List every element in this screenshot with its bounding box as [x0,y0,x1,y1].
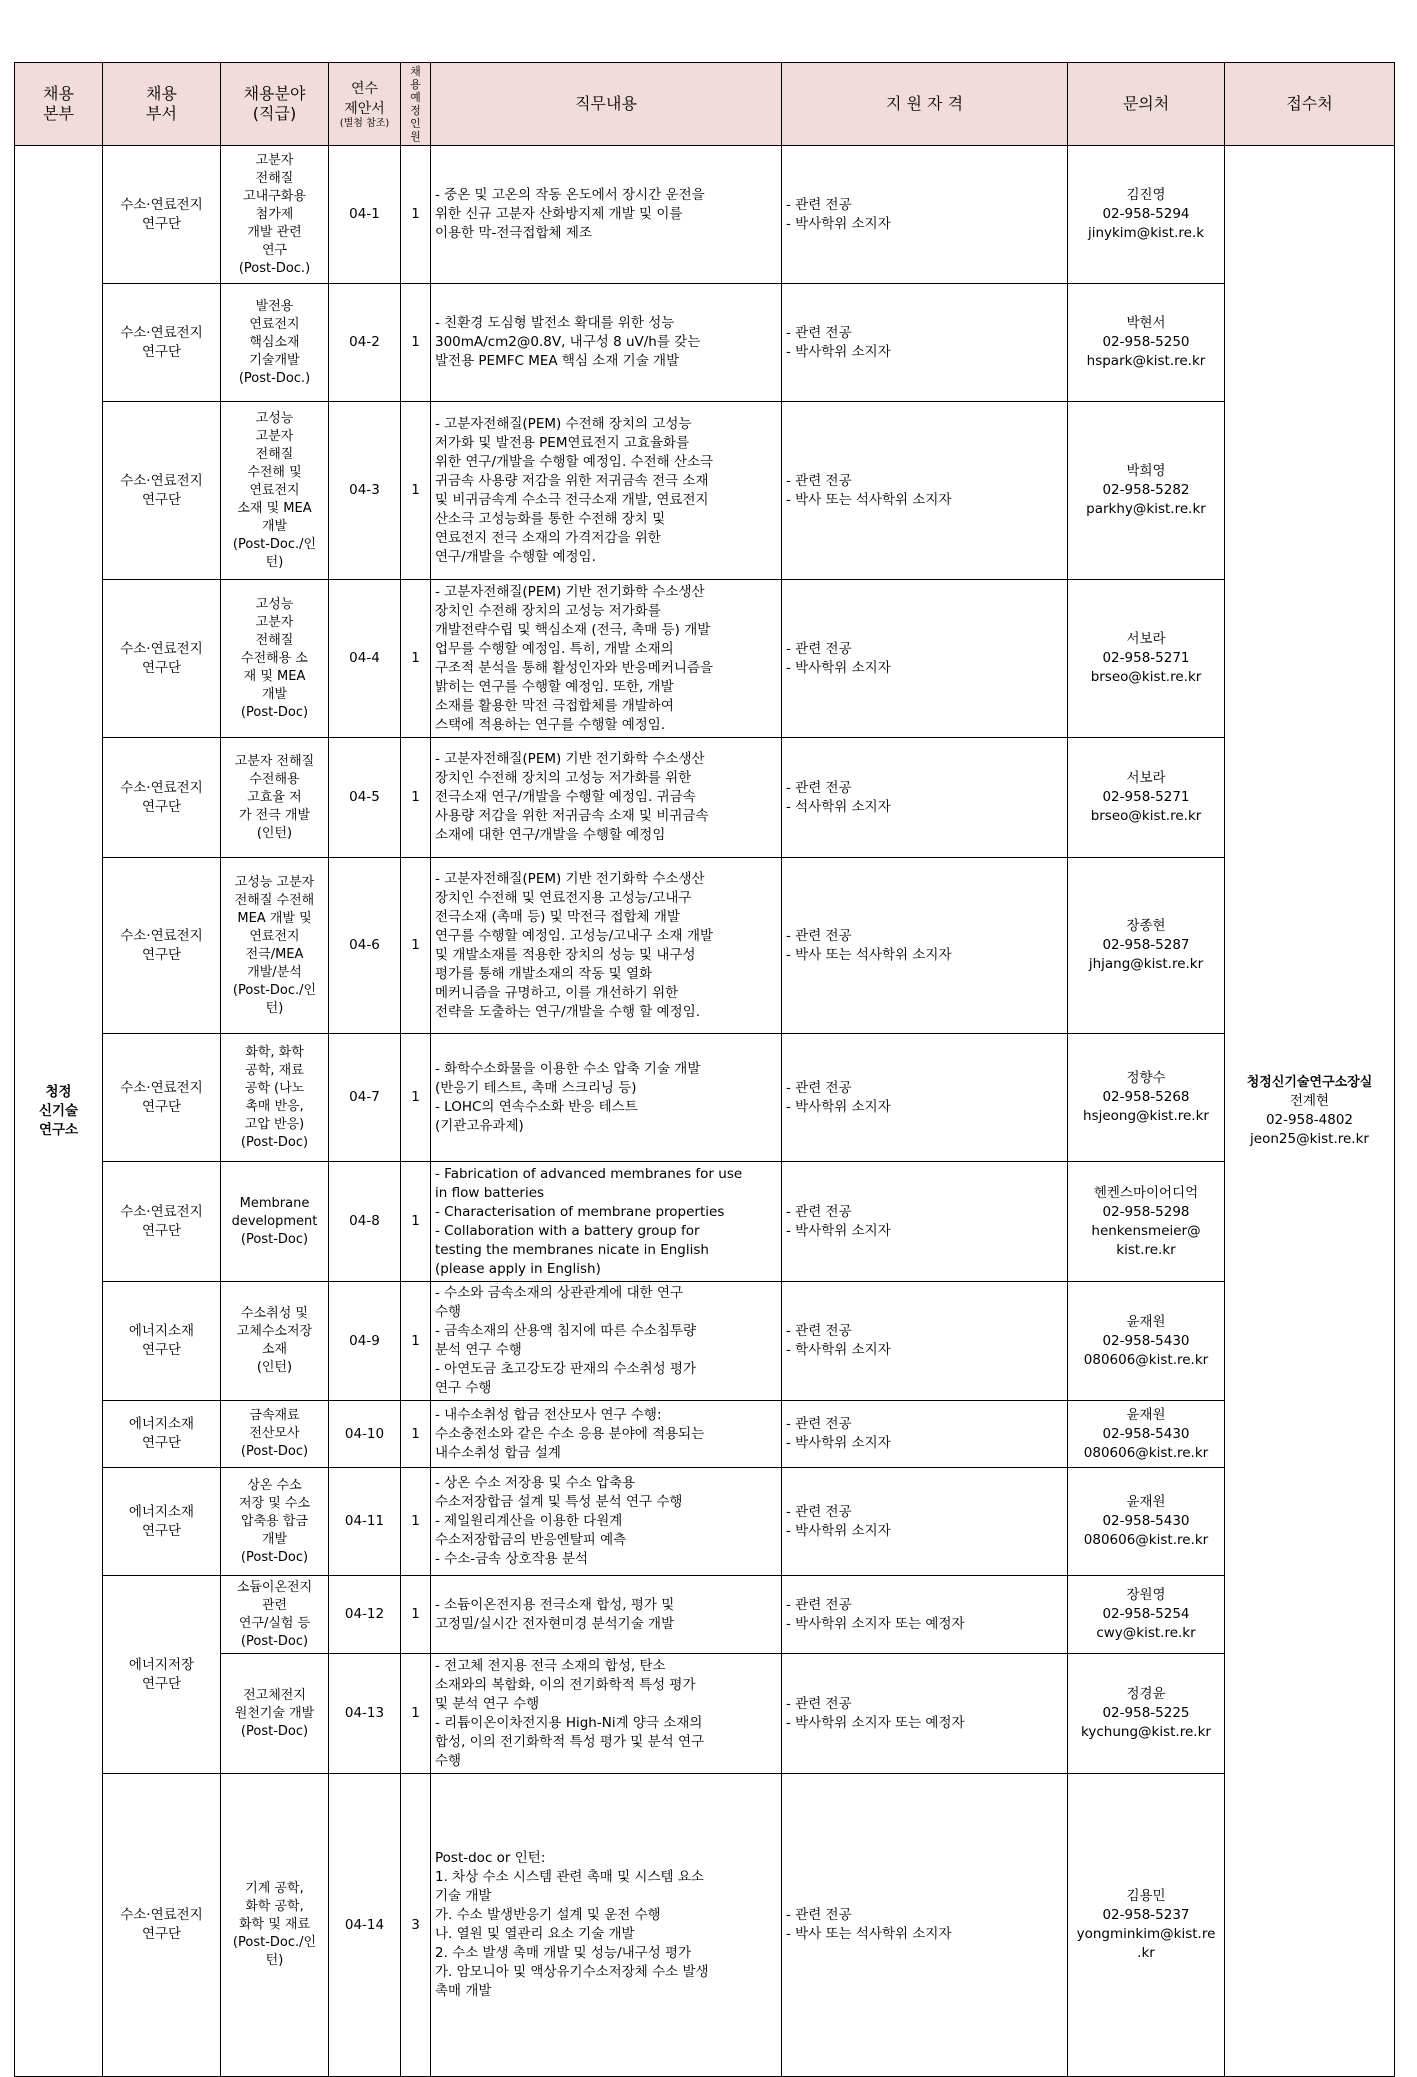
qual-cell: - 관련 전공 - 학사학위 소지자 [782,1282,1068,1401]
contact-cell: 김용민 02-958-5237 yongminkim@kist.re .kr [1068,1774,1225,2077]
qual-cell: - 관련 전공 - 석사학위 소지자 [782,738,1068,858]
dept-cell: 에너지소재 연구단 [103,1282,221,1401]
dept-cell: 수소·연료전지 연구단 [103,738,221,858]
dept-cell: 수소·연료전지 연구단 [103,284,221,402]
duty-cell: - 중온 및 고온의 작동 온도에서 장시간 운전을 위한 신규 고분자 산화방지제 개발 및 이를 이용한 막-전극접합체 제조 [431,146,782,284]
field-cell: 수소취성 및 고체수소저장 소재 (인턴) [221,1282,329,1401]
contact-cell: 김진영 02-958-5294 jinykim@kist.re.k [1068,146,1225,284]
table-row [15,1774,1395,2077]
contact-cell: 장원영 02-958-5254 cwy@kist.re.kr [1068,1576,1225,1654]
code-cell: 04-2 [329,284,401,402]
header-code: 연수 제안서 (별첨 참조) [329,63,401,146]
table-row [15,146,1395,284]
qual-cell: - 관련 전공 - 박사학위 소지자 [782,580,1068,738]
count-cell: 1 [401,1162,431,1282]
count-cell: 1 [401,402,431,580]
duty-cell: - 고분자전해질(PEM) 기반 전기화학 수소생산 장치인 수전해 장치의 고성능 저가화를 위한 전극소재 연구/개발을 수행할 예정임. 귀금속 사용량 저감을 위한 저귀금속 소재 및 비귀금속 소재에 대한 연구/개발을 수행할 예정임 [431,738,782,858]
duty-cell: Post-doc or 인턴: 1. 차상 수소 시스템 관련 촉매 및 시스템 요소 기술 개발 가. 수소 발생반응기 설계 및 운전 수행 나. 열원 및 열관리 요소 기술 개발 2. 수소 발생 촉매 개발 및 성능/내구성 평가 가. 암모니아 및 액상유기수소저장체 수소 발생 촉매 개발 [431,1774,782,2077]
qual-cell: - 관련 전공 - 박사학위 소지자 [782,1034,1068,1162]
header-hq: 채용 본부 [15,63,103,146]
count-cell: 1 [401,1401,431,1468]
code-cell: 04-8 [329,1162,401,1282]
receipt-office: 청정신기술연구소장실 [1246,1075,1373,1090]
header-count: 채용 예정 인원 [401,63,431,146]
qual-cell: - 관련 전공 - 박사 또는 석사학위 소지자 [782,402,1068,580]
dept-cell: 에너지소재 연구단 [103,1468,221,1576]
code-cell: 04-5 [329,738,401,858]
field-cell: 고분자 전해질 고내구화용 첨가제 개발 관련 연구 (Post-Doc.) [221,146,329,284]
receipt-cell [1225,146,1395,2077]
dept-cell: 에너지저장 연구단 [103,1576,221,1774]
qual-cell: - 관련 전공 - 박사학위 소지자 [782,1468,1068,1576]
qual-cell: - 관련 전공 - 박사 또는 석사학위 소지자 [782,1774,1068,2077]
table-row [15,1401,1395,1468]
code-cell: 04-14 [329,1774,401,2077]
duty-cell: - 수소와 금속소재의 상관관계에 대한 연구 수행 - 금속소재의 산용액 침지에 따른 수소침투량 분석 연구 수행 - 아연도금 초고강도강 판재의 수소취성 평가 연구 수행 [431,1282,782,1401]
duty-cell: - 내수소취성 합금 전산모사 연구 수행: 수소충전소와 같은 수소 응용 분야에 적용되는 내수소취성 합금 설계 [431,1401,782,1468]
header-receipt: 접수처 [1225,63,1395,146]
table-row [15,1576,1395,1654]
count-cell: 1 [401,146,431,284]
contact-cell: 윤재원 02-958-5430 080606@kist.re.kr [1068,1468,1225,1576]
code-cell: 04-6 [329,858,401,1034]
count-cell: 1 [401,1034,431,1162]
code-cell: 04-11 [329,1468,401,1576]
code-cell: 04-13 [329,1654,401,1774]
duty-cell: - 전고체 전지용 전극 소재의 합성, 탄소 소재와의 복합화, 이의 전기화학적 특성 평가 및 분석 연구 수행 - 리튬이온이차전지용 High-Ni계 양극 소재의 합성, 이의 전기화학적 특성 평가 및 분석 연구 수행 [431,1654,782,1774]
duty-cell: - 친환경 도심형 발전소 확대를 위한 성능 300mA/cm2@0.8V, 내구성 8 uV/h를 갖는 발전용 PEMFC MEA 핵심 소재 기술 개발 [431,284,782,402]
field-cell: 화학, 화학 공학, 재료 공학 (나노 촉매 반응, 고압 반응) (Post-Doc) [221,1034,329,1162]
dept-cell: 수소·연료전지 연구단 [103,1162,221,1282]
table-row [15,1468,1395,1576]
qual-cell: - 관련 전공 - 박사학위 소지자 또는 예정자 [782,1654,1068,1774]
code-cell: 04-1 [329,146,401,284]
table-row [15,738,1395,858]
dept-cell: 에너지소재 연구단 [103,1401,221,1468]
header-field: 채용분야 (직급) [221,63,329,146]
field-cell: 전고체전지 원천기술 개발 (Post-Doc) [221,1654,329,1774]
contact-cell: 서보라 02-958-5271 brseo@kist.re.kr [1068,580,1225,738]
table-row [15,1162,1395,1282]
qual-cell: - 관련 전공 - 박사학위 소지자 또는 예정자 [782,1576,1068,1654]
qual-cell: - 관련 전공 - 박사학위 소지자 [782,146,1068,284]
qual-cell: - 관련 전공 - 박사학위 소지자 [782,1162,1068,1282]
qual-cell: - 관련 전공 - 박사학위 소지자 [782,284,1068,402]
contact-cell: 윤재원 02-958-5430 080606@kist.re.kr [1068,1282,1225,1401]
hq-name: 청정 신기술 연구소 [15,146,103,2077]
contact-cell: 정경윤 02-958-5225 kychung@kist.re.kr [1068,1654,1225,1774]
duty-cell: - 소듐이온전지용 전극소재 합성, 평가 및 고정밀/실시간 전자현미경 분석기술 개발 [431,1576,782,1654]
contact-cell: 헨켄스마이어디억 02-958-5298 henkensmeier@ kist.re.kr [1068,1162,1225,1282]
header-contact: 문의처 [1068,63,1225,146]
contact-cell: 박현서 02-958-5250 hspark@kist.re.kr [1068,284,1225,402]
receipt-phone: 02-958-4802 [1265,1112,1354,1128]
count-cell: 3 [401,1774,431,2077]
count-cell: 1 [401,580,431,738]
qual-cell: - 관련 전공 - 박사학위 소지자 [782,1401,1068,1468]
code-cell: 04-9 [329,1282,401,1401]
dept-cell: 수소·연료전지 연구단 [103,1034,221,1162]
receipt-email: jeon25@kist.re.kr [1250,1131,1369,1147]
table-row [15,284,1395,402]
count-cell: 1 [401,284,431,402]
duty-cell: - 고분자전해질(PEM) 기반 전기화학 수소생산 장치인 수전해 및 연료전지용 고성능/고내구 전극소재 (촉매 등) 및 막전극 접합체 개발 연구를 수행할 예정임. 고성능/고내구 소재 개발 및 개발소재를 적용한 장치의 성능 및 내구성 평가를 통해 개발소재의 작동 및 열화 메커니즘을 규명하고, 이를 개선하기 위한 전략을 도출하는 연구/개발을 수행 할 예정임. [431,858,782,1034]
code-cell: 04-10 [329,1401,401,1468]
contact-cell: 장종현 02-958-5287 jhjang@kist.re.kr [1068,858,1225,1034]
field-cell: 고분자 전해질 수전해용 고효율 저 가 전극 개발 (인턴) [221,738,329,858]
code-cell: 04-3 [329,402,401,580]
count-cell: 1 [401,858,431,1034]
field-cell: 고성능 고분자 전해질 수전해 MEA 개발 및 연료전지 전극/MEA 개발/분석 (Post-Doc./인턴) [221,858,329,1034]
code-cell: 04-12 [329,1576,401,1654]
count-cell: 1 [401,1282,431,1401]
qual-cell: - 관련 전공 - 박사 또는 석사학위 소지자 [782,858,1068,1034]
receipt-name: 전계현 [1289,1093,1330,1109]
dept-cell: 수소·연료전지 연구단 [103,402,221,580]
contact-cell: 박희영 02-958-5282 parkhy@kist.re.kr [1068,402,1225,580]
count-cell: 1 [401,1576,431,1654]
count-cell: 1 [401,738,431,858]
duty-cell: - 고분자전해질(PEM) 기반 전기화학 수소생산 장치인 수전해 장치의 고성능 저가화를 개발전략수립 및 핵심소재 (전극, 촉매 등) 개발 업무를 수행할 예정임. 특히, 개발 소재의 구조적 분석을 통해 활성인자와 반응메커니즘을 밝히는 연구를 수행할 예정임. 또한, 개발 소재를 활용한 막전 극접합체를 개발하여 스택에 적용하는 연구를 수행할 예정임. [431,580,782,738]
code-cell: 04-7 [329,1034,401,1162]
field-cell: 발전용 연료전지 핵심소재 기술개발 (Post-Doc.) [221,284,329,402]
header-row [15,63,1395,146]
field-cell: Membrane development (Post-Doc) [221,1162,329,1282]
table-row [15,1034,1395,1162]
field-cell: 기계 공학, 화학 공학, 화학 및 재료 (Post-Doc./인턴) [221,1774,329,2077]
field-cell: 고성능 고분자 전해질 수전해용 소 재 및 MEA 개발 (Post-Doc) [221,580,329,738]
count-cell: 1 [401,1654,431,1774]
table-row [15,1282,1395,1401]
duty-cell: - 상온 수소 저장용 및 수소 압축용 수소저장합금 설계 및 특성 분석 연구 수행 - 제일원리계산을 이용한 다원계 수소저장합금의 반응엔탈피 예측 - 수소-금속 상호작용 분석 [431,1468,782,1576]
count-cell: 1 [401,1468,431,1576]
dept-cell: 수소·연료전지 연구단 [103,858,221,1034]
field-cell: 금속재료 전산모사 (Post-Doc) [221,1401,329,1468]
recruitment-table [14,62,1395,2077]
table-row [15,402,1395,580]
field-cell: 상온 수소 저장 및 수소 압축용 합금 개발 (Post-Doc) [221,1468,329,1576]
contact-cell: 정향수 02-958-5268 hsjeong@kist.re.kr [1068,1034,1225,1162]
code-cell: 04-4 [329,580,401,738]
contact-cell: 윤재원 02-958-5430 080606@kist.re.kr [1068,1401,1225,1468]
table-row [15,1654,1395,1774]
duty-cell: - 고분자전해질(PEM) 수전해 장치의 고성능 저가화 및 발전용 PEM연료전지 고효율화를 위한 연구/개발을 수행할 예정임. 수전해 산소극 귀금속 사용량 저감을 위한 저귀금속 전극 소재 및 비귀금속계 수소극 전극소재 개발, 연료전지 산소극 고성능화를 통한 수전해 장치 및 연료전지 전극 소재의 가격저감을 위한 연구/개발을 수행할 예정임. [431,402,782,580]
contact-cell: 서보라 02-958-5271 brseo@kist.re.kr [1068,738,1225,858]
field-cell: 소듐이온전지 관련 연구/실험 등 (Post-Doc) [221,1576,329,1654]
table-row [15,858,1395,1034]
header-dept: 채용 부서 [103,63,221,146]
table-row [15,580,1395,738]
dept-cell: 수소·연료전지 연구단 [103,580,221,738]
header-duty: 직무내용 [431,63,782,146]
field-cell: 고성능 고분자 전해질 수전해 및 연료전지 소재 및 MEA 개발 (Post-Doc./인턴) [221,402,329,580]
dept-cell: 수소·연료전지 연구단 [103,1774,221,2077]
dept-cell: 수소·연료전지 연구단 [103,146,221,284]
duty-cell: - Fabrication of advanced membranes for use in flow batteries - Characterisation of membrane properties - Collaboration with a battery group for testing the membranes nicate in English (please apply in English) [431,1162,782,1282]
header-qual: 지 원 자 격 [782,63,1068,146]
duty-cell: - 화학수소화물을 이용한 수소 압축 기술 개발 (반응기 테스트, 촉매 스크리닝 등) - LOHC의 연속수소화 반응 테스트 (기관고유과제) [431,1034,782,1162]
